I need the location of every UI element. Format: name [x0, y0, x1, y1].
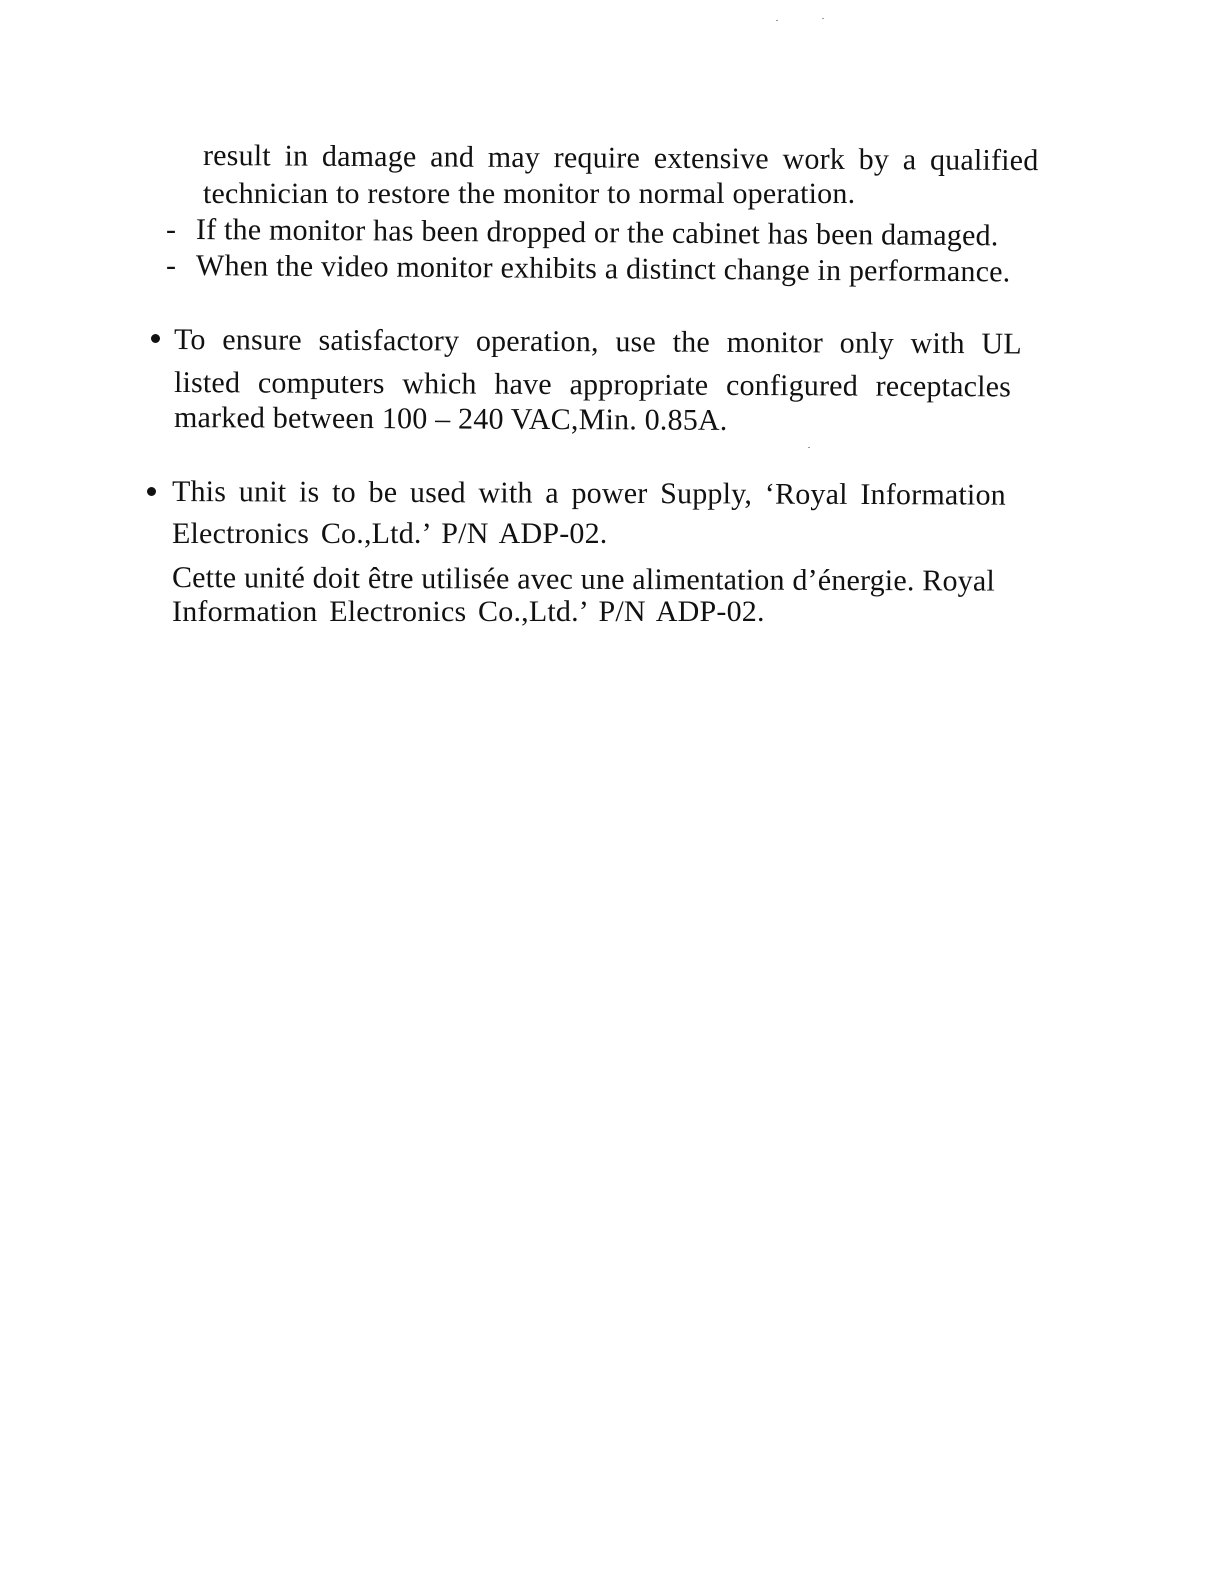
- continuation-line-2: technician to restore the monitor to normal operation.: [203, 177, 856, 210]
- bullet-2-line-2: Electronics Co.,Ltd.’ P/N ADP-02.: [172, 517, 608, 550]
- dash-marker: -: [166, 213, 176, 246]
- dash-marker: -: [166, 249, 176, 282]
- bullet-2-line-4: Information Electronics Co.,Ltd.’ P/N ADP-02.: [172, 595, 765, 628]
- dash-item-performance: When the video monitor exhibits a distinct change in performance.: [195, 249, 1011, 289]
- scan-speck: [776, 20, 778, 21]
- bullet-1-line-2: listed computers which have appropriate configured receptacles: [173, 366, 1012, 404]
- bullet-1-line-3: marked between 100 – 240 VAC,Min. 0.85A.: [173, 401, 728, 437]
- scan-speck: [822, 18, 824, 19]
- bullet-dot: [151, 334, 160, 343]
- bullet-2-line-3: Cette unité doit être utilisée avec une alimentation d’énergie. Royal: [171, 561, 996, 598]
- bullet-1-line-1: To ensure satisfactory operation, use the monitor only with UL: [173, 323, 1022, 361]
- dash-item-dropped: If the monitor has been dropped or the cabinet has been damaged.: [195, 213, 999, 253]
- bullet-dot: [147, 487, 156, 496]
- continuation-line-1: result in damage and may require extensive work by a qualified: [202, 139, 1039, 178]
- scan-speck: [808, 447, 810, 448]
- bullet-2-line-1: This unit is to be used with a power Supply, ‘Royal Information: [171, 475, 1006, 512]
